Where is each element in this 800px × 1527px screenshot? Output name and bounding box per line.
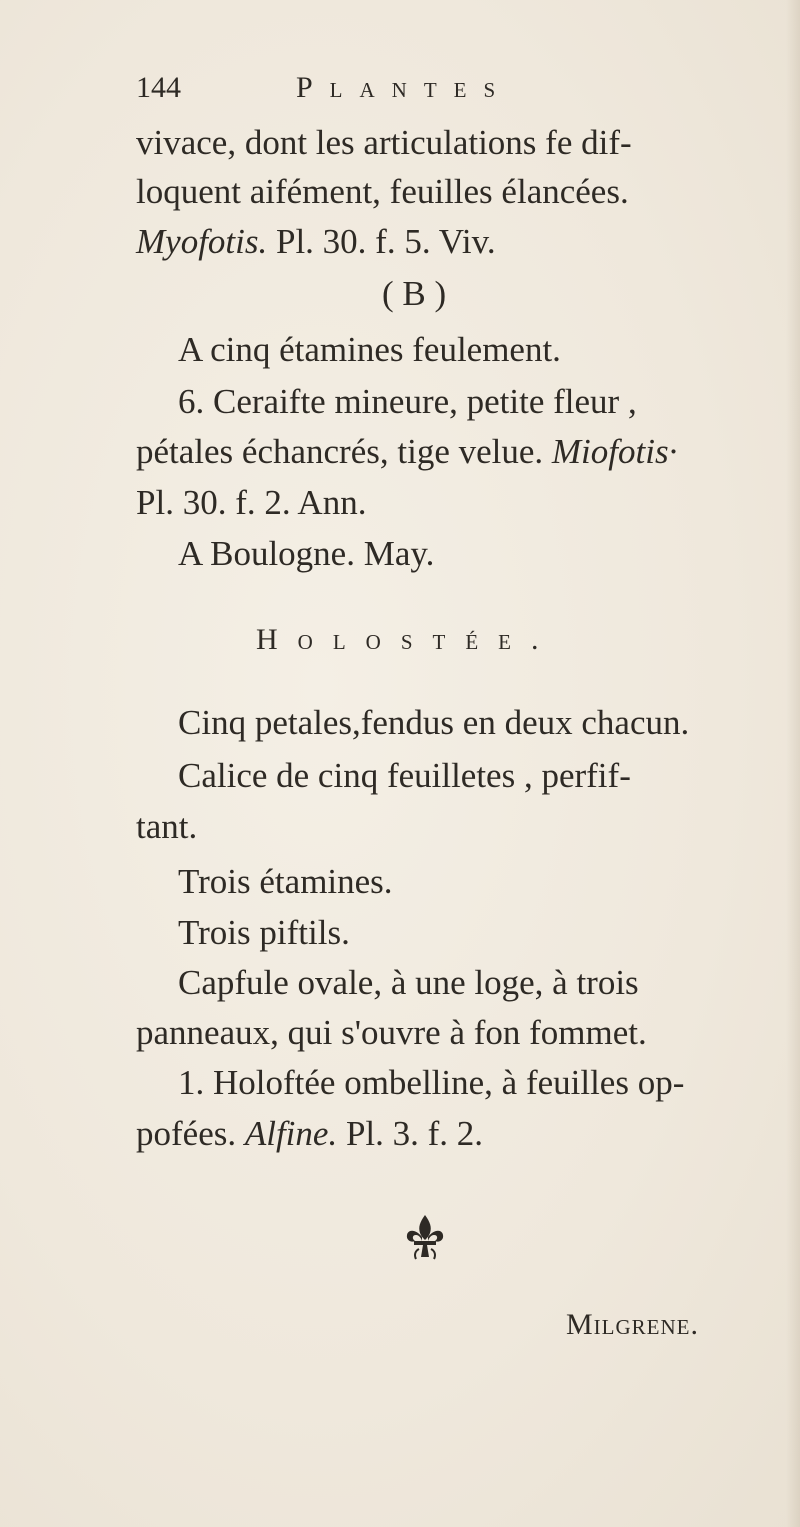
- fleur-de-lis-icon: [402, 1213, 448, 1265]
- plate-reference: Pl. 30. f. 5. Viv.: [267, 222, 496, 261]
- text-line: 1. Holoftée ombelline, à feuilles op-: [178, 1063, 685, 1102]
- text-line: [136, 1114, 483, 1154]
- page-edge-shadow: [786, 0, 800, 1527]
- plate-reference: Pl. 3. f. 2.: [337, 1114, 484, 1153]
- text-line: loquent aifément, feuilles élancées.: [136, 172, 629, 211]
- description-text: pofées.: [136, 1114, 237, 1153]
- text-line: vivace, dont les articulations fe dif-: [136, 123, 632, 162]
- text-line: Trois étamines.: [178, 862, 393, 901]
- text-line: panneaux, qui s'ouvre à fon fommet.: [136, 1013, 647, 1052]
- genus-name: Miofotis·: [551, 432, 678, 471]
- description-text: pétales échancrés, tige velue.: [136, 432, 544, 471]
- text-line: [136, 222, 496, 262]
- text-line: A cinq étamines feulement.: [178, 330, 561, 369]
- genus-name: Alfine.: [244, 1114, 338, 1153]
- text-line: Capfule ovale, à une loge, à trois: [178, 963, 639, 1002]
- text-line: [136, 432, 677, 472]
- text-line: Pl. 30. f. 2. Ann.: [136, 483, 367, 522]
- text-line: 6. Ceraifte mineure, petite fleur ,: [178, 382, 637, 421]
- text-line: Calice de cinq feuilletes , perfif-: [178, 756, 631, 795]
- page-number: 144: [136, 71, 181, 104]
- section-heading: Holostée.: [256, 623, 559, 656]
- text-line: Cinq petales,fendus en deux chacun.: [178, 703, 690, 742]
- running-title: Plantes: [296, 71, 513, 104]
- text-line: tant.: [136, 807, 198, 846]
- subsection-marker: ( B ): [382, 274, 447, 313]
- genus-name: Myofotis.: [136, 222, 268, 261]
- text-line: Trois piftils.: [178, 913, 350, 952]
- running-head: [136, 68, 596, 108]
- catchword: Milgrene.: [566, 1308, 699, 1341]
- text-line: A Boulogne. May.: [178, 534, 435, 573]
